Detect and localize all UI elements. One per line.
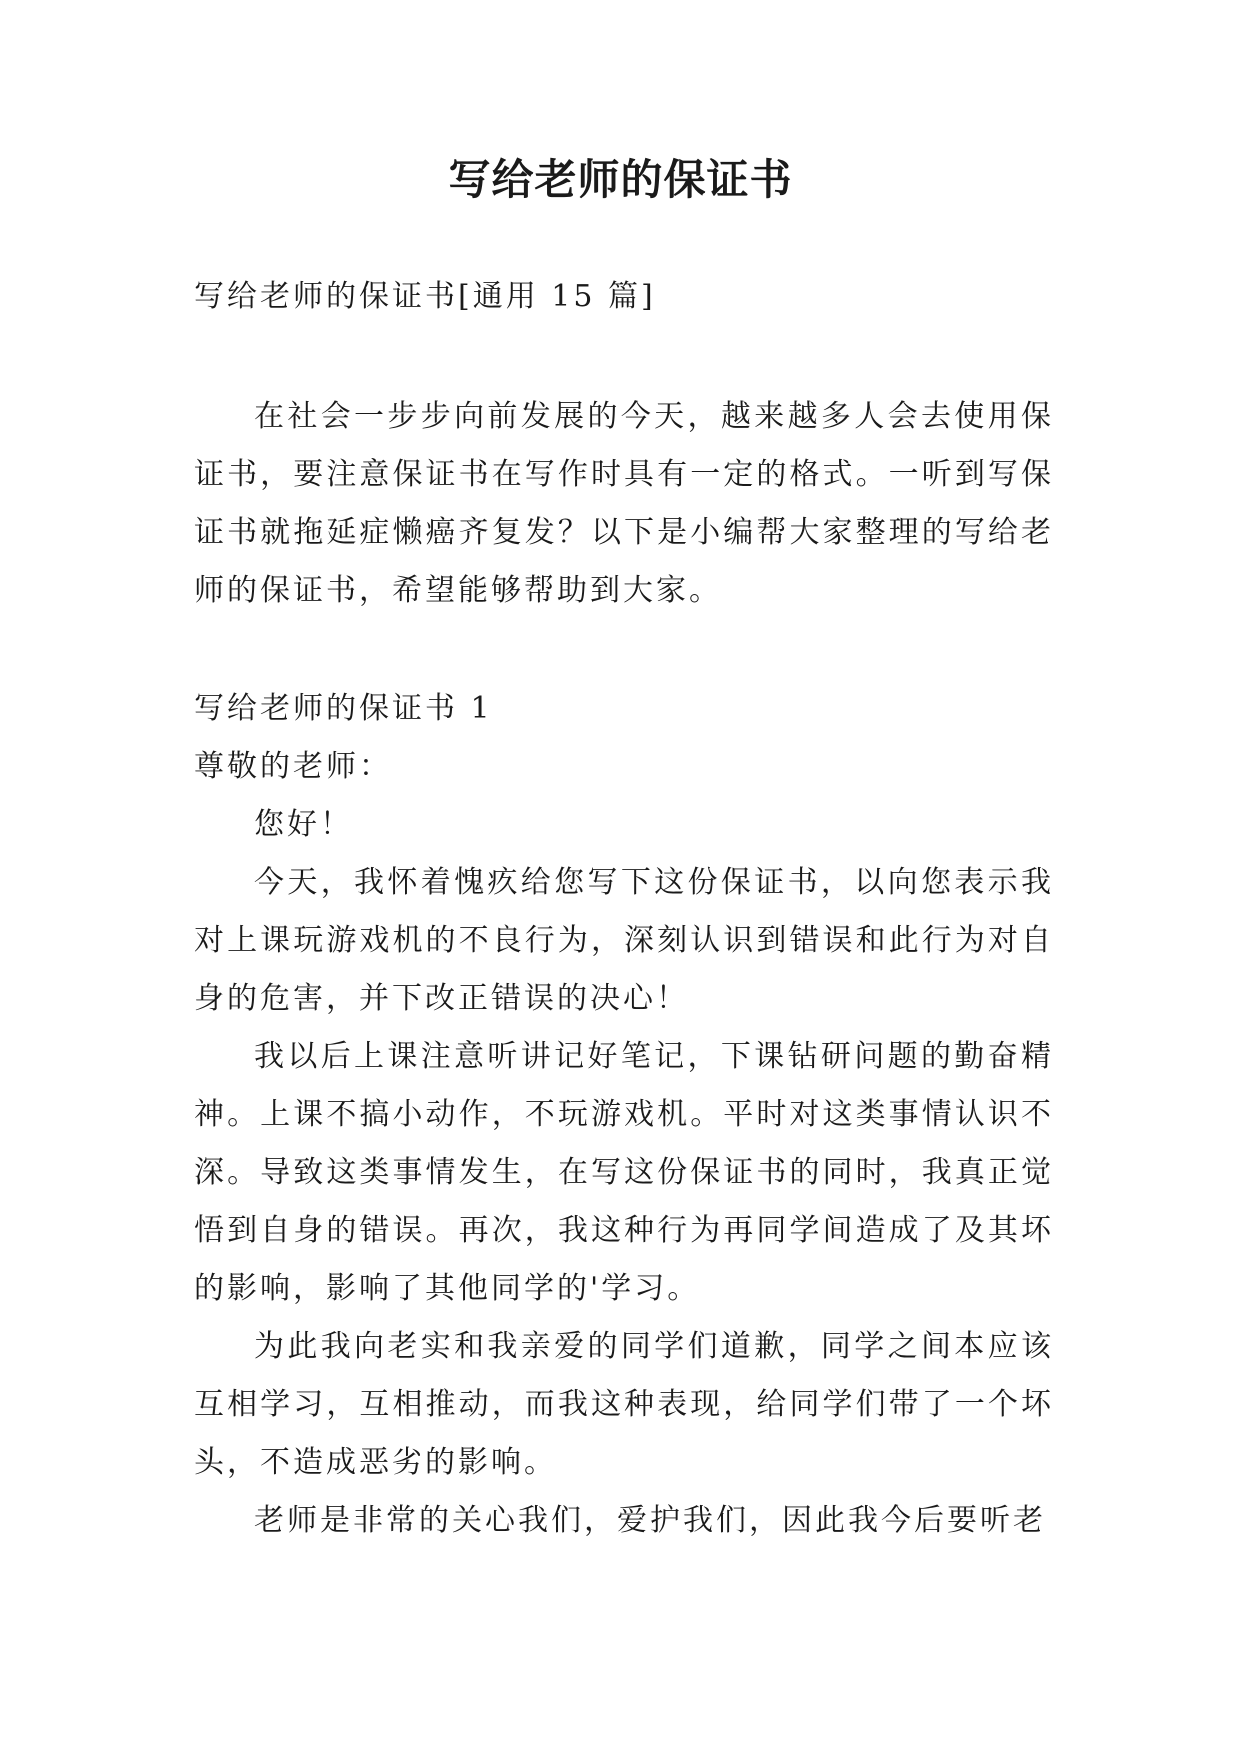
body-paragraph: 我以后上课注意听讲记好笔记，下课钻研问题的勤奋精神。上课不搞小动作，不玩游戏机。平时对这类事情认识不深。导致这类事情发生，在写这份保证书的同时，我真正觉悟到自身的错误。再次，我这种行为再同学间造成了及其坏的影响，影响了其他同学的'学习。 <box>194 1039 1054 1306</box>
greeting: 您好！ <box>254 807 353 842</box>
body-paragraph: 老师是非常的关心我们，爱护我们，因此我今后要听老 <box>254 1503 1046 1538</box>
salutation: 尊敬的老师： <box>194 749 392 784</box>
document-title: 写给老师的保证书 <box>448 155 793 204</box>
intro-paragraph: 在社会一步步向前发展的今天，越来越多人会去使用保证书，要注意保证书在写作时具有一定的格式。一听到写保证书就拖延症懒癌齐复发？以下是小编帮大家整理的写给老师的保证书，希望能够帮助到大家。 <box>194 399 1054 608</box>
document-body <box>194 268 1054 1550</box>
document-subtitle: 写给老师的保证书[通用 15 篇] <box>194 279 656 314</box>
section-heading: 写给老师的保证书 1 <box>194 691 493 726</box>
body-paragraph: 今天，我怀着愧疚给您写下这份保证书，以向您表示我对上课玩游戏机的不良行为，深刻认识到错误和此行为对自身的危害，并下改正错误的决心！ <box>194 865 1054 1016</box>
body-paragraph: 为此我向老实和我亲爱的同学们道歉，同学之间本应该互相学习，互相推动，而我这种表现，给同学们带了一个坏头，不造成恶劣的影响。 <box>194 1329 1054 1480</box>
